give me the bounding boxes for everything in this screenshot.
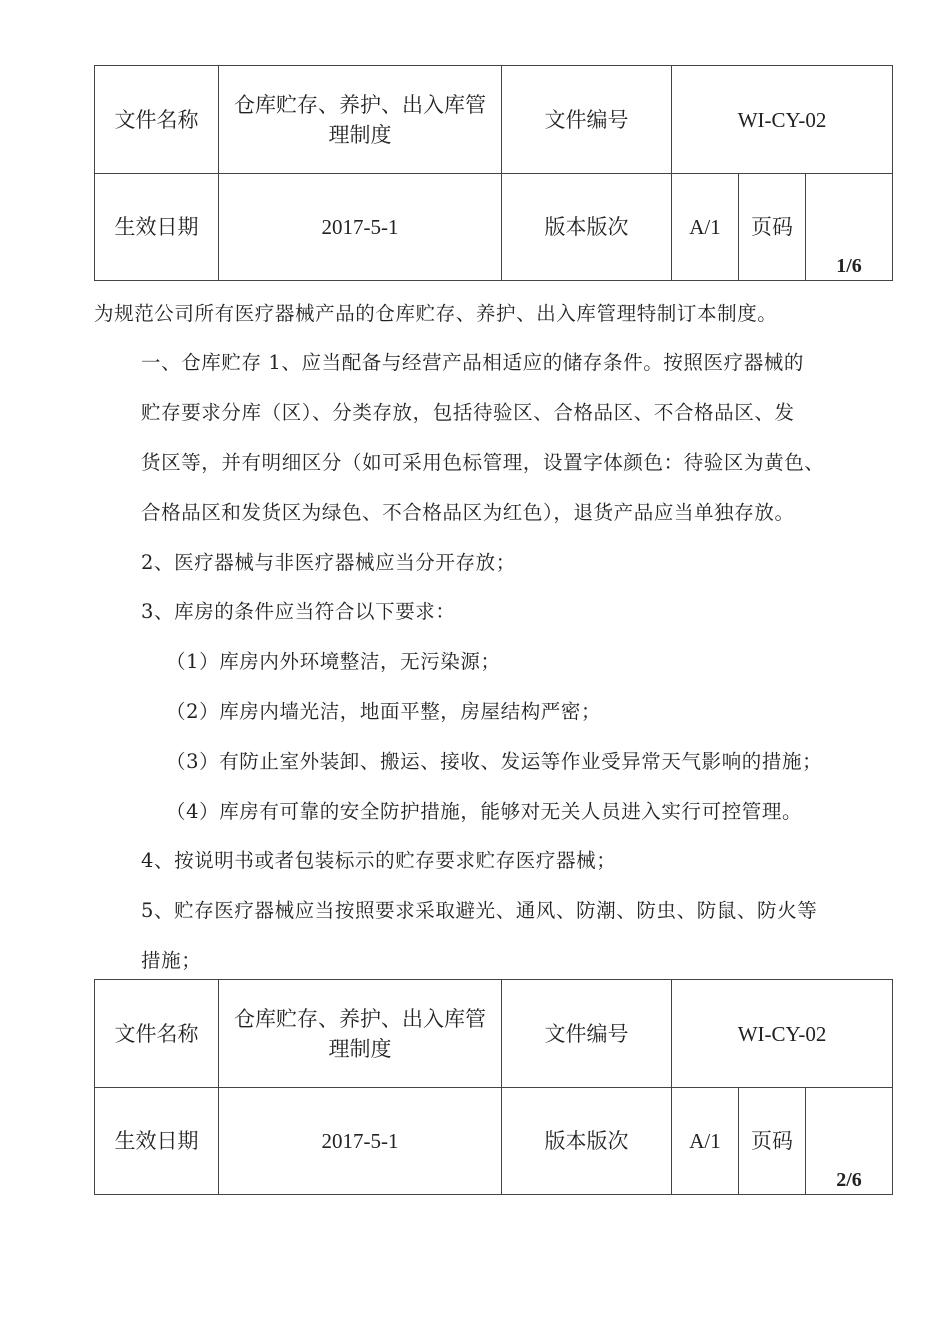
document-header-table xyxy=(94,65,893,281)
item-2: 2、医疗器械与非医疗器械应当分开存放； xyxy=(141,551,516,574)
file-no-label: 文件编号 xyxy=(502,980,672,1088)
document-header-table-page2 xyxy=(94,979,893,1195)
file-name-label: 文件名称 xyxy=(95,980,219,1088)
version-value: A/1 xyxy=(672,1088,739,1195)
item-4: 4、按说明书或者包装标示的贮存要求贮存医疗器械； xyxy=(141,849,617,872)
intro-paragraph: 为规范公司所有医疗器械产品的仓库贮存、养护、出入库管理特制订本制度。 xyxy=(94,302,778,325)
version-label: 版本版次 xyxy=(502,174,672,281)
page-label: 页码 xyxy=(739,174,806,281)
effective-date-value: 2017-5-1 xyxy=(219,1088,502,1195)
item-3-3: （3）有防止室外装卸、搬运、接收、发运等作业受异常天气影响的措施； xyxy=(166,750,823,773)
file-no-label: 文件编号 xyxy=(502,66,672,174)
item-3-4: （4）库房有可靠的安全防护措施，能够对无关人员进入实行可控管理。 xyxy=(166,800,803,823)
effective-date-label: 生效日期 xyxy=(95,1088,219,1195)
version-label: 版本版次 xyxy=(502,1088,672,1195)
item-5-line1: 5、贮存医疗器械应当按照要求采取避光、通风、防潮、防虫、防鼠、防火等 xyxy=(141,899,818,922)
section1-line3: 货区等，并有明细区分（如可采用色标管理，设置字体颜色：待验区为黄色、 xyxy=(141,451,825,474)
file-name-value xyxy=(219,66,502,174)
item-3-1: （1）库房内外环境整洁，无污染源； xyxy=(166,650,501,673)
section1-line4: 合格品区和发货区为绿色、不合格品区为红色），退货产品应当单独存放。 xyxy=(141,501,795,524)
file-name-value xyxy=(219,980,502,1088)
item-3: 3、库房的条件应当符合以下要求： xyxy=(141,600,456,623)
file-no-value: WI-CY-02 xyxy=(672,980,893,1088)
effective-date-value: 2017-5-1 xyxy=(219,174,502,281)
item-5-line2: 措施； xyxy=(141,949,202,972)
file-no-value: WI-CY-02 xyxy=(672,66,893,174)
item-3-2: （2）库房内墙光洁，地面平整，房屋结构严密； xyxy=(166,700,602,723)
file-name-label: 文件名称 xyxy=(95,66,219,174)
section1-line1: 一、仓库贮存 1、应当配备与经营产品相适应的储存条件。按照医疗器械的 xyxy=(141,351,805,374)
page-label: 页码 xyxy=(739,1088,806,1195)
page-number-cell xyxy=(806,174,893,281)
version-value: A/1 xyxy=(672,174,739,281)
page-number-cell xyxy=(806,1088,893,1195)
section1-line2: 贮存要求分库（区）、分类存放，包括待验区、合格品区、不合格品区、发 xyxy=(141,401,795,424)
file-name-text: 仓库贮存、养护、出入库管理制度 xyxy=(234,92,486,147)
page-number: 2/6 xyxy=(836,1169,862,1191)
file-name-text: 仓库贮存、养护、出入库管理制度 xyxy=(234,1006,486,1061)
page-number: 1/6 xyxy=(836,255,862,277)
effective-date-label: 生效日期 xyxy=(95,174,219,281)
